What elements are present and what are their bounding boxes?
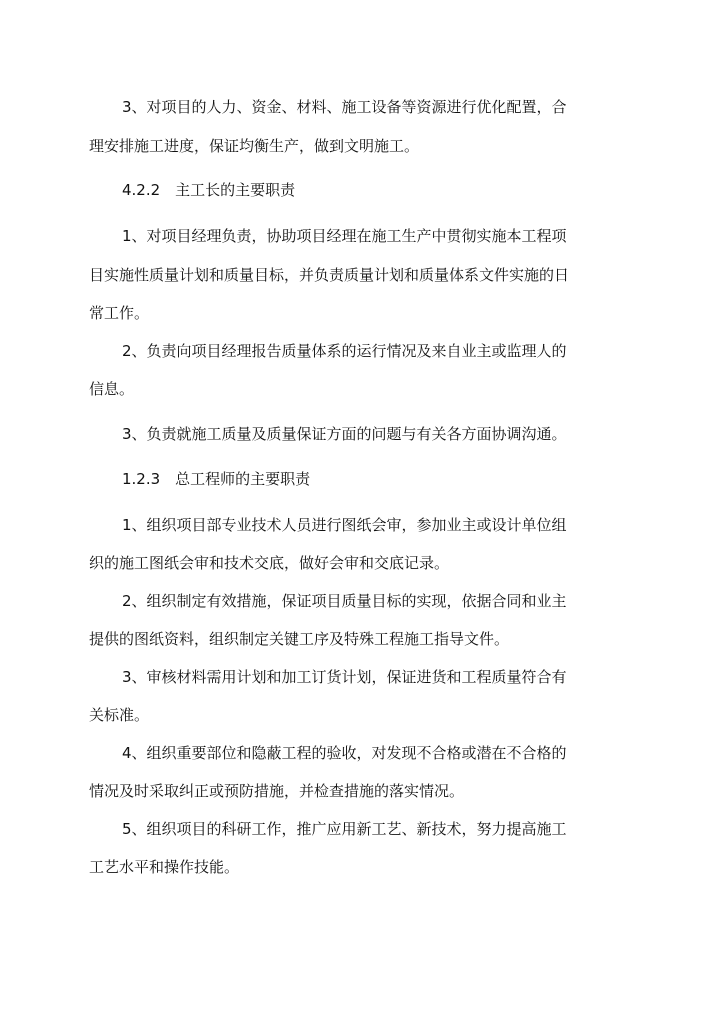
para-8-line-2: 情况及时采取纠正或预防措施，并检查措施的落实情况。 (89, 782, 465, 800)
para-9-line-1: 5、组织项目的科研工作，推广应用新工艺、新技术，努力提高施工 (122, 820, 567, 838)
para-2-line-1: 1、对项目经理负责，协助项目经理在施工生产中贯彻实施本工程项 (122, 227, 567, 245)
section-heading-1-2-3: 1.2.3 总工程师的主要职责 (122, 470, 311, 488)
para-8-line-1: 4、组织重要部位和隐蔽工程的验收，对发现不合格或潜在不合格的 (122, 744, 567, 762)
para-3-line-1: 2、负责向项目经理报告质量体系的运行情况及来自业主或监理人的 (122, 342, 567, 360)
para-4-line-1: 3、负责就施工质量及质量保证方面的问题与有关各方面协调沟通。 (122, 425, 567, 443)
para-7-line-1: 3、审核材料需用计划和加工订货计划，保证进货和工程质量符合有 (122, 668, 567, 686)
para-1-line-2: 理安排施工进度，保证均衡生产，做到文明施工。 (89, 137, 420, 155)
para-6-line-2: 提供的图纸资料，组织制定关键工序及特殊工程施工指导文件。 (89, 630, 510, 648)
para-7-line-2: 关标准。 (89, 706, 150, 724)
para-2-line-3: 常工作。 (89, 304, 150, 322)
para-2-line-2: 目实施性质量计划和质量目标，并负责质量计划和质量体系文件实施的日 (89, 266, 570, 284)
para-3-line-2: 信息。 (89, 380, 135, 398)
para-1-line-1: 3、对项目的人力、资金、材料、施工设备等资源进行优化配置，合 (122, 98, 567, 116)
section-heading-4-2-2: 4.2.2 主工长的主要职责 (122, 181, 296, 199)
para-5-line-2: 织的施工图纸会审和技术交底，做好会审和交底记录。 (89, 554, 450, 572)
para-9-line-2: 工艺水平和操作技能。 (89, 858, 240, 876)
para-5-line-1: 1、组织项目部专业技术人员进行图纸会审，参加业主或设计单位组 (122, 516, 567, 534)
para-6-line-1: 2、组织制定有效措施，保证项目质量目标的实现，依据合同和业主 (122, 592, 567, 610)
